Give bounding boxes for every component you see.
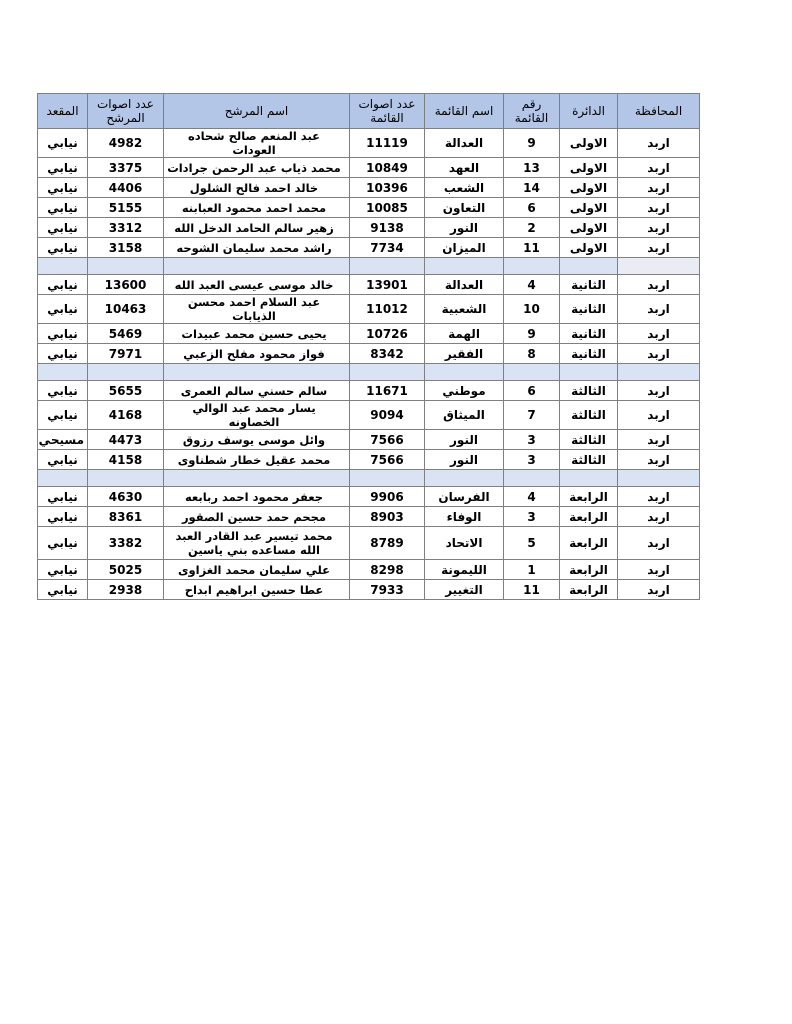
table-row bbox=[38, 158, 700, 178]
seat-cell: نيابي bbox=[38, 198, 88, 218]
list-name-cell: الشعبية bbox=[425, 295, 504, 324]
list-votes-cell: 9138 bbox=[350, 218, 425, 238]
list-number-cell: 6 bbox=[504, 381, 560, 401]
group-separator-row bbox=[38, 258, 700, 275]
governorate-cell: اربد bbox=[618, 158, 700, 178]
candidate-name-cell: يسار محمد عبد الوالي الخصاونه bbox=[164, 401, 350, 430]
list-name-cell: الشعب bbox=[425, 178, 504, 198]
seat-cell: نيابي bbox=[38, 487, 88, 507]
candidate-votes-cell: 3158 bbox=[88, 238, 164, 258]
list-number-cell: 4 bbox=[504, 487, 560, 507]
table-row bbox=[38, 198, 700, 218]
district-cell: الاولى bbox=[560, 198, 618, 218]
seat-cell: نيابي bbox=[38, 178, 88, 198]
separator-cell bbox=[350, 470, 425, 487]
list-name-cell: الهمة bbox=[425, 324, 504, 344]
list-votes-cell: 7566 bbox=[350, 450, 425, 470]
seat-cell: نيابي bbox=[38, 275, 88, 295]
list-votes-cell: 8903 bbox=[350, 507, 425, 527]
list-number-cell: 9 bbox=[504, 129, 560, 158]
list-name-cell: النور bbox=[425, 430, 504, 450]
list-votes-cell: 11671 bbox=[350, 381, 425, 401]
table-row bbox=[38, 487, 700, 507]
list-name-cell: العهد bbox=[425, 158, 504, 178]
list-name-cell: النور bbox=[425, 218, 504, 238]
list-name-cell: الاتحاد bbox=[425, 527, 504, 560]
separator-cell bbox=[350, 258, 425, 275]
list-votes-cell: 10849 bbox=[350, 158, 425, 178]
list-votes-cell: 8342 bbox=[350, 344, 425, 364]
candidate-name-cell: محمد احمد محمود العبابنه bbox=[164, 198, 350, 218]
district-cell: الرابعة bbox=[560, 487, 618, 507]
group-separator-row bbox=[38, 470, 700, 487]
candidate-votes-cell: 4630 bbox=[88, 487, 164, 507]
candidate-votes-cell: 3382 bbox=[88, 527, 164, 560]
district-cell: الاولى bbox=[560, 218, 618, 238]
separator-cell bbox=[504, 364, 560, 381]
seat-cell: مسيحي bbox=[38, 430, 88, 450]
candidate-votes-cell: 5025 bbox=[88, 560, 164, 580]
list-name-cell: الوفاء bbox=[425, 507, 504, 527]
header-governorate: المحافظة bbox=[618, 94, 700, 129]
district-cell: الاولى bbox=[560, 238, 618, 258]
separator-cell bbox=[38, 364, 88, 381]
candidate-votes-cell: 8361 bbox=[88, 507, 164, 527]
list-votes-cell: 10396 bbox=[350, 178, 425, 198]
header-list-name: اسم القائمة bbox=[425, 94, 504, 129]
candidate-name-cell: خالد موسى عيسى العبد الله bbox=[164, 275, 350, 295]
governorate-cell: اربد bbox=[618, 238, 700, 258]
header-row bbox=[38, 94, 700, 129]
header-seat: المقعد bbox=[38, 94, 88, 129]
district-cell: الرابعة bbox=[560, 527, 618, 560]
candidate-votes-cell: 5155 bbox=[88, 198, 164, 218]
governorate-cell: اربد bbox=[618, 527, 700, 560]
governorate-cell: اربد bbox=[618, 198, 700, 218]
list-number-cell: 11 bbox=[504, 580, 560, 600]
table-body bbox=[38, 129, 700, 600]
header-candidate-name: اسم المرشح bbox=[164, 94, 350, 129]
list-votes-cell: 8298 bbox=[350, 560, 425, 580]
governorate-cell: اربد bbox=[618, 401, 700, 430]
candidate-name-cell: فواز محمود مفلح الزعبي bbox=[164, 344, 350, 364]
seat-cell: نيابي bbox=[38, 129, 88, 158]
list-votes-cell: 9906 bbox=[350, 487, 425, 507]
list-number-cell: 1 bbox=[504, 560, 560, 580]
header-list-number: رقم القائمة bbox=[504, 94, 560, 129]
list-name-cell: النور bbox=[425, 450, 504, 470]
list-number-cell: 3 bbox=[504, 507, 560, 527]
table-row bbox=[38, 178, 700, 198]
candidate-votes-cell: 3312 bbox=[88, 218, 164, 238]
table-row bbox=[38, 129, 700, 158]
district-cell: الثانية bbox=[560, 344, 618, 364]
header-district: الدائرة bbox=[560, 94, 618, 129]
table-row bbox=[38, 450, 700, 470]
list-votes-cell: 7734 bbox=[350, 238, 425, 258]
candidate-votes-cell: 7971 bbox=[88, 344, 164, 364]
separator-cell bbox=[618, 470, 700, 487]
candidate-votes-cell: 4168 bbox=[88, 401, 164, 430]
table-row bbox=[38, 295, 700, 324]
seat-cell: نيابي bbox=[38, 560, 88, 580]
seat-cell: نيابي bbox=[38, 527, 88, 560]
list-votes-cell: 13901 bbox=[350, 275, 425, 295]
candidate-name-cell: عبد المنعم صالح شحاده العودات bbox=[164, 129, 350, 158]
separator-cell bbox=[504, 258, 560, 275]
list-name-cell: التغيير bbox=[425, 580, 504, 600]
separator-cell bbox=[618, 364, 700, 381]
list-name-cell: الميزان bbox=[425, 238, 504, 258]
table-row bbox=[38, 275, 700, 295]
seat-cell: نيابي bbox=[38, 450, 88, 470]
candidate-name-cell: محمد تيسير عبد القادر العبد الله مساعده بني ياسين bbox=[164, 527, 350, 560]
candidate-votes-cell: 10463 bbox=[88, 295, 164, 324]
table-row bbox=[38, 580, 700, 600]
table-row bbox=[38, 344, 700, 364]
seat-cell: نيابي bbox=[38, 295, 88, 324]
list-number-cell: 3 bbox=[504, 430, 560, 450]
list-name-cell: العدالة bbox=[425, 129, 504, 158]
list-name-cell: التعاون bbox=[425, 198, 504, 218]
list-number-cell: 6 bbox=[504, 198, 560, 218]
list-number-cell: 2 bbox=[504, 218, 560, 238]
list-number-cell: 5 bbox=[504, 527, 560, 560]
governorate-cell: اربد bbox=[618, 275, 700, 295]
seat-cell: نيابي bbox=[38, 218, 88, 238]
list-number-cell: 4 bbox=[504, 275, 560, 295]
separator-cell bbox=[164, 470, 350, 487]
candidate-name-cell: خالد احمد فالح الشلول bbox=[164, 178, 350, 198]
separator-cell bbox=[425, 364, 504, 381]
district-cell: الثانية bbox=[560, 295, 618, 324]
governorate-cell: اربد bbox=[618, 487, 700, 507]
list-number-cell: 11 bbox=[504, 238, 560, 258]
district-cell: الثانية bbox=[560, 324, 618, 344]
header-list-votes: عدد اصوات القائمة bbox=[350, 94, 425, 129]
candidate-votes-cell: 4406 bbox=[88, 178, 164, 198]
candidate-votes-cell: 4982 bbox=[88, 129, 164, 158]
table-row bbox=[38, 218, 700, 238]
governorate-cell: اربد bbox=[618, 218, 700, 238]
list-votes-cell: 9094 bbox=[350, 401, 425, 430]
separator-cell bbox=[618, 258, 700, 275]
list-votes-cell: 8789 bbox=[350, 527, 425, 560]
district-cell: الثالثة bbox=[560, 450, 618, 470]
district-cell: الرابعة bbox=[560, 580, 618, 600]
list-name-cell: الليمونة bbox=[425, 560, 504, 580]
governorate-cell: اربد bbox=[618, 450, 700, 470]
separator-cell bbox=[350, 364, 425, 381]
district-cell: الثالثة bbox=[560, 381, 618, 401]
candidate-votes-cell: 4473 bbox=[88, 430, 164, 450]
group-separator-row bbox=[38, 364, 700, 381]
seat-cell: نيابي bbox=[38, 324, 88, 344]
candidate-votes-cell: 3375 bbox=[88, 158, 164, 178]
list-votes-cell: 10726 bbox=[350, 324, 425, 344]
list-number-cell: 10 bbox=[504, 295, 560, 324]
list-name-cell: العدالة bbox=[425, 275, 504, 295]
table-row bbox=[38, 507, 700, 527]
candidate-name-cell: جعفر محمود احمد ربابعه bbox=[164, 487, 350, 507]
list-votes-cell: 10085 bbox=[350, 198, 425, 218]
candidate-name-cell: مجحم حمد حسين الصقور bbox=[164, 507, 350, 527]
governorate-cell: اربد bbox=[618, 129, 700, 158]
district-cell: الرابعة bbox=[560, 507, 618, 527]
district-cell: الرابعة bbox=[560, 560, 618, 580]
separator-cell bbox=[88, 258, 164, 275]
table-row bbox=[38, 381, 700, 401]
header-candidate-votes: عدد اصوات المرشح bbox=[88, 94, 164, 129]
governorate-cell: اربد bbox=[618, 580, 700, 600]
candidate-name-cell: راشد محمد سليمان الشوحه bbox=[164, 238, 350, 258]
candidate-name-cell: محمد عقيل خطار شطناوى bbox=[164, 450, 350, 470]
list-name-cell: الفقير bbox=[425, 344, 504, 364]
separator-cell bbox=[164, 258, 350, 275]
candidate-name-cell: علي سليمان محمد الغزاوى bbox=[164, 560, 350, 580]
list-name-cell: موطني bbox=[425, 381, 504, 401]
governorate-cell: اربد bbox=[618, 560, 700, 580]
table-row bbox=[38, 560, 700, 580]
seat-cell: نيابي bbox=[38, 158, 88, 178]
table-row bbox=[38, 238, 700, 258]
seat-cell: نيابي bbox=[38, 401, 88, 430]
table-row bbox=[38, 324, 700, 344]
seat-cell: نيابي bbox=[38, 238, 88, 258]
separator-cell bbox=[560, 364, 618, 381]
governorate-cell: اربد bbox=[618, 381, 700, 401]
district-cell: الثانية bbox=[560, 275, 618, 295]
seat-cell: نيابي bbox=[38, 507, 88, 527]
list-votes-cell: 11119 bbox=[350, 129, 425, 158]
governorate-cell: اربد bbox=[618, 507, 700, 527]
separator-cell bbox=[425, 258, 504, 275]
governorate-cell: اربد bbox=[618, 344, 700, 364]
separator-cell bbox=[88, 470, 164, 487]
district-cell: الاولى bbox=[560, 178, 618, 198]
seat-cell: نيابي bbox=[38, 344, 88, 364]
list-number-cell: 7 bbox=[504, 401, 560, 430]
list-number-cell: 3 bbox=[504, 450, 560, 470]
candidate-name-cell: وائل موسى يوسف رزوق bbox=[164, 430, 350, 450]
table-row bbox=[38, 430, 700, 450]
list-votes-cell: 7933 bbox=[350, 580, 425, 600]
list-name-cell: الميثاق bbox=[425, 401, 504, 430]
district-cell: الاولى bbox=[560, 129, 618, 158]
list-number-cell: 13 bbox=[504, 158, 560, 178]
election-results-table bbox=[37, 93, 700, 600]
candidate-votes-cell: 5655 bbox=[88, 381, 164, 401]
separator-cell bbox=[560, 470, 618, 487]
district-cell: الثالثة bbox=[560, 401, 618, 430]
seat-cell: نيابي bbox=[38, 381, 88, 401]
table-row bbox=[38, 401, 700, 430]
seat-cell: نيابي bbox=[38, 580, 88, 600]
district-cell: الثالثة bbox=[560, 430, 618, 450]
candidate-votes-cell: 2938 bbox=[88, 580, 164, 600]
separator-cell bbox=[38, 258, 88, 275]
candidate-name-cell: زهير سالم الحامد الدخل الله bbox=[164, 218, 350, 238]
governorate-cell: اربد bbox=[618, 430, 700, 450]
separator-cell bbox=[504, 470, 560, 487]
list-votes-cell: 7566 bbox=[350, 430, 425, 450]
separator-cell bbox=[560, 258, 618, 275]
candidate-votes-cell: 13600 bbox=[88, 275, 164, 295]
list-name-cell: الفرسان bbox=[425, 487, 504, 507]
governorate-cell: اربد bbox=[618, 295, 700, 324]
governorate-cell: اربد bbox=[618, 324, 700, 344]
separator-cell bbox=[164, 364, 350, 381]
candidate-name-cell: سالم حسني سالم العمرى bbox=[164, 381, 350, 401]
list-votes-cell: 11012 bbox=[350, 295, 425, 324]
candidate-votes-cell: 4158 bbox=[88, 450, 164, 470]
separator-cell bbox=[88, 364, 164, 381]
table-row bbox=[38, 527, 700, 560]
candidate-name-cell: عبد السلام احمد محسن الذيابات bbox=[164, 295, 350, 324]
governorate-cell: اربد bbox=[618, 178, 700, 198]
separator-cell bbox=[425, 470, 504, 487]
candidate-votes-cell: 5469 bbox=[88, 324, 164, 344]
candidate-name-cell: يحيى حسين محمد عبيدات bbox=[164, 324, 350, 344]
list-number-cell: 9 bbox=[504, 324, 560, 344]
candidate-name-cell: محمد ذياب عبد الرحمن جرادات bbox=[164, 158, 350, 178]
list-number-cell: 8 bbox=[504, 344, 560, 364]
candidate-name-cell: عطا حسين ابراهيم ابداح bbox=[164, 580, 350, 600]
separator-cell bbox=[38, 470, 88, 487]
list-number-cell: 14 bbox=[504, 178, 560, 198]
district-cell: الاولى bbox=[560, 158, 618, 178]
